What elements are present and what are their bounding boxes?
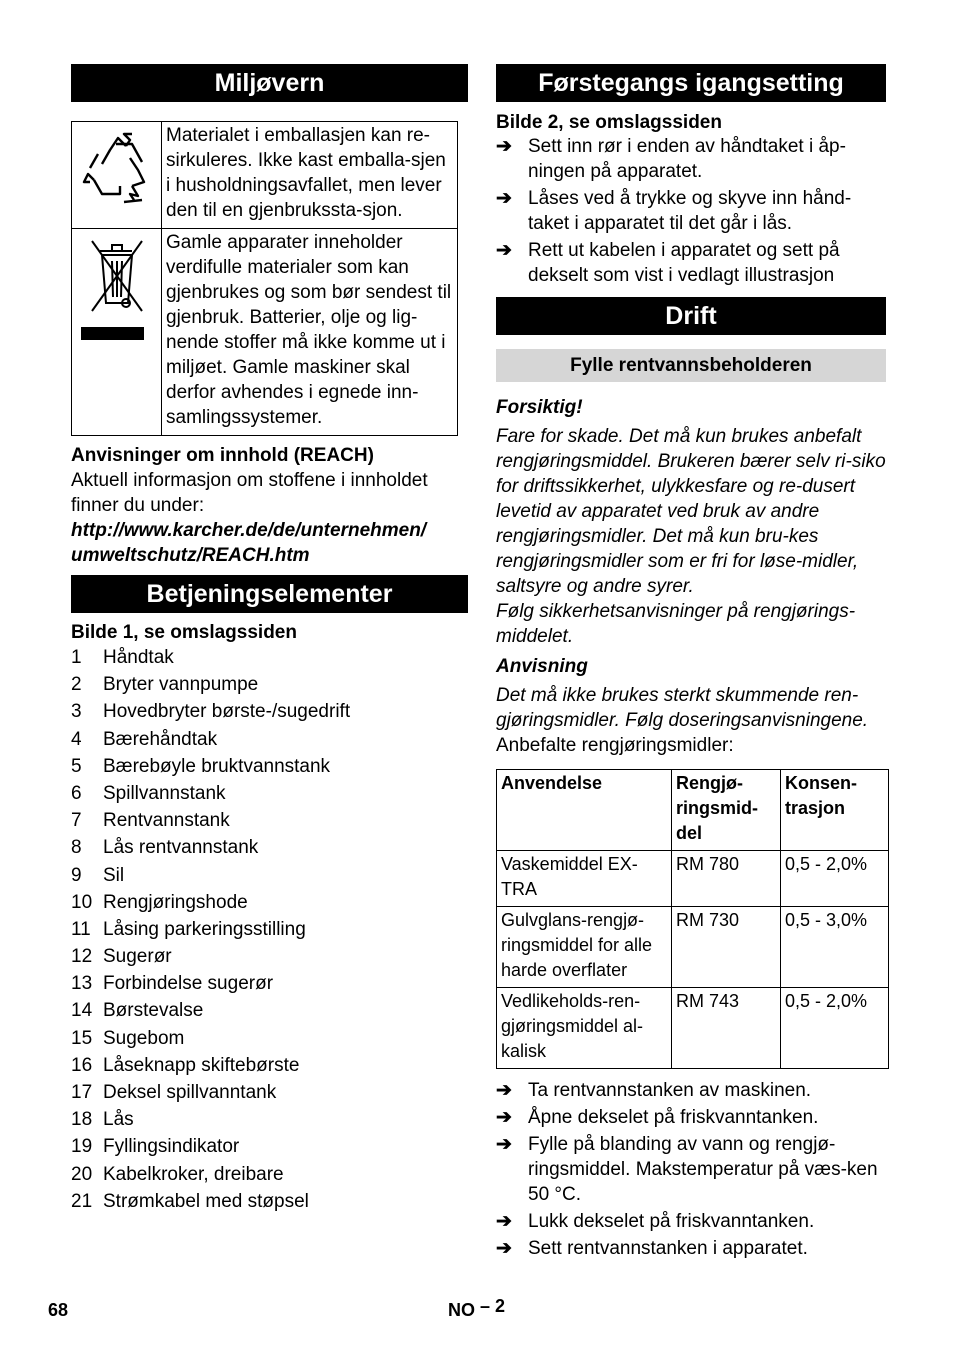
step-text: Lukk dekselet på friskvanntanken.: [528, 1211, 815, 1232]
list-item: [71, 698, 468, 725]
page-number: 68: [48, 1300, 69, 1320]
arrow-right-icon: ➔: [496, 1080, 512, 1101]
list-item-label: Låseknapp skiftebørste: [103, 1054, 300, 1076]
list-item: [71, 1161, 468, 1188]
arrow-right-icon: ➔: [496, 1107, 512, 1128]
list-item-label: Deksel spillvanntank: [103, 1082, 277, 1103]
table-header: Konsen-trasjon: [781, 770, 889, 851]
list-item: [71, 1025, 468, 1052]
caution-heading: Forsiktig!: [496, 397, 583, 418]
arrow-right-icon: ➔: [496, 1134, 512, 1155]
reach-heading: Anvisninger om innhold (REACH): [71, 445, 374, 466]
subsection-title-fill: Fylle rentvannsbeholderen: [496, 349, 886, 382]
caution-text-2: Følg sikkerhetsanvisninger på rengjørings-middelet.: [496, 601, 856, 647]
list-item-label: Bærebøyle bruktvannstank: [103, 755, 331, 777]
step-item: [496, 1132, 886, 1207]
list-item-number: 19: [71, 1136, 93, 1158]
list-item-number: 8: [71, 837, 82, 859]
footer-lang: [448, 1296, 506, 1321]
section-title-operation: Drift: [496, 297, 886, 335]
list-item-label: Lås: [103, 1109, 134, 1131]
table-cell: 0,5 - 3,0%: [781, 907, 889, 988]
list-item: [71, 970, 468, 997]
list-item-number: 13: [71, 973, 93, 995]
list-item-label: Rengjøringshode: [103, 891, 248, 913]
list-item-label: Børstevalse: [103, 1000, 204, 1022]
step-text: Sett inn rør i enden av håndtaket i åp-ningen på apparatet.: [528, 136, 846, 182]
section-title-environment: Miljøvern: [71, 64, 468, 102]
crossed-out-bin-icon: [72, 229, 161, 349]
section-title-controls: Betjeningselementer: [71, 575, 468, 613]
reach-link-line-1[interactable]: http://www.karcher.de/de/unternehmen/: [71, 520, 427, 541]
footer-section: – 2: [480, 1296, 506, 1316]
list-item-number: 20: [71, 1163, 93, 1185]
table-cell: Vedlikeholds-ren-gjøringsmiddel al-kalisk: [497, 988, 672, 1069]
table-row: [497, 988, 889, 1069]
list-item-number: 3: [71, 701, 82, 723]
list-item-label: Sugebom: [103, 1027, 185, 1049]
step-text: Rett ut kabelen i apparatet og sett på dekselt som vist i vedlagt illustrasjon: [528, 240, 840, 286]
reach-link-line-2[interactable]: umweltschutz/REACH.htm: [71, 545, 310, 566]
list-item-number: 5: [71, 755, 82, 777]
list-item-number: 15: [71, 1027, 93, 1049]
list-item: [71, 862, 468, 889]
step-text: Sett rentvannstanken i apparatet.: [528, 1238, 808, 1259]
list-item: [71, 780, 468, 807]
list-item-label: Rentvannstank: [103, 810, 230, 832]
recycle-icon: [72, 122, 161, 212]
arrow-right-icon: ➔: [496, 1238, 512, 1259]
step-item: [496, 1105, 886, 1130]
figure-ref-2: Bilde 2, se omslagssiden: [496, 112, 722, 133]
table-header-row: [497, 770, 889, 851]
list-item-number: 21: [71, 1190, 93, 1212]
list-item: [71, 889, 468, 916]
list-item: [71, 1133, 468, 1160]
step-item: [496, 238, 886, 288]
left-column: [71, 64, 468, 1215]
footer-lang-code: NO: [448, 1300, 475, 1320]
step-item: [496, 1078, 886, 1103]
operation-steps: [496, 1078, 886, 1261]
list-item: [71, 753, 468, 780]
list-item-label: Fyllingsindikator: [103, 1136, 240, 1158]
arrow-right-icon: ➔: [496, 240, 512, 261]
arrow-right-icon: ➔: [496, 1211, 512, 1232]
table-header: Rengjø-ringsmid-del: [672, 770, 781, 851]
table-cell: Gulvglans-rengjø-ringsmiddel for alle harde overflater: [497, 907, 672, 988]
list-item: [71, 671, 468, 698]
disposal-text: Gamle apparater inneholder verdifulle materialer som kan gjenbrukes og som bør sendest til gjenbruk. Batterier, olje og lig-nende stoffer må ikke komme ut i miljøet. Gamle maskiner skal derfor avhendes i egnede inn-samlingssystemer.: [162, 229, 458, 436]
table-row: [72, 229, 458, 436]
step-text: Fylle på blanding av vann og rengjø-ringsmiddel. Makstemperatur på væs-ken 50 °C.: [528, 1134, 878, 1205]
figure-ref-1: Bilde 1, se omslagssiden: [71, 622, 297, 643]
recycle-icon-cell: [72, 122, 162, 229]
table-cell: 0,5 - 2,0%: [781, 988, 889, 1069]
list-item-number: 6: [71, 782, 82, 804]
list-item-number: 2: [71, 674, 82, 696]
list-item-number: 4: [71, 728, 82, 750]
reach-link[interactable]: [71, 518, 468, 568]
list-item-label: Håndtak: [103, 647, 174, 668]
note-heading: Anvisning: [496, 656, 588, 677]
list-item-label: Forbindelse sugerør: [103, 973, 274, 995]
table-row: [72, 122, 458, 229]
list-item: [71, 1188, 468, 1215]
list-item-label: Sugerør: [103, 946, 172, 968]
list-item: [71, 997, 468, 1024]
recycle-text: Materialet i emballasjen kan re-sirkuleres. Ikke kast emballa-sjen i husholdningsavfallet, men lever den til en gjenbrukssta-sjon.: [162, 122, 458, 229]
detergent-table: [496, 769, 889, 1069]
note-text: Det må ikke brukes sterkt skummende ren-gjøringsmidler. Følg doseringsanvisningene.: [496, 685, 869, 731]
table-cell: RM 780: [672, 851, 781, 907]
list-item-label: Hovedbryter børste-/sugedrift: [103, 701, 351, 723]
step-text: Ta rentvannstanken av maskinen.: [528, 1080, 812, 1101]
table-cell: RM 730: [672, 907, 781, 988]
list-item: [71, 943, 468, 970]
list-item-label: Strømkabel med støpsel: [103, 1190, 309, 1212]
list-item: [71, 807, 468, 834]
list-item-label: Bærehåndtak: [103, 728, 218, 750]
parts-list: [71, 644, 468, 1215]
step-item: [496, 1209, 886, 1234]
table-cell: 0,5 - 2,0%: [781, 851, 889, 907]
list-item-number: 17: [71, 1082, 93, 1103]
step-text: Låses ved å trykke og skyve inn hånd-taket i apparatet til det går i lås.: [528, 188, 852, 234]
list-item-number: 14: [71, 1000, 93, 1022]
list-item: [71, 834, 468, 861]
startup-steps: [496, 134, 886, 288]
list-item-label: Kabelkroker, dreibare: [103, 1163, 284, 1185]
list-item-number: 9: [71, 864, 82, 886]
list-item-number: 12: [71, 946, 93, 968]
reach-text: Aktuell informasjon om stoffene i innholdet finner du under:: [71, 470, 428, 516]
list-item-label: Sil: [103, 864, 125, 886]
step-text: Åpne dekselet på friskvanntanken.: [528, 1107, 819, 1128]
table-header: Anvendelse: [497, 770, 672, 851]
list-item-label: Låsing parkeringsstilling: [103, 918, 306, 940]
step-item: [496, 1236, 886, 1261]
list-item-label: Lås rentvannstank: [103, 837, 259, 859]
list-item: [71, 644, 468, 671]
table-cell: RM 743: [672, 988, 781, 1069]
list-item-number: 16: [71, 1054, 93, 1076]
list-item: [71, 1052, 468, 1079]
environment-table: [71, 121, 458, 436]
list-item-number: 1: [71, 647, 82, 668]
table-row: [497, 907, 889, 988]
list-item-label: Bryter vannpumpe: [103, 674, 259, 696]
caution-text: Fare for skade. Det må kun brukes anbefalt rengjøringsmiddel. Brukeren bærer selv ri-siko for driftssikkerhet, ulykkesfare og re-dusert levetid av apparatet ved bruk av andre rengjøringsmidler. Det må kun bru-kes rengjøringsmidler som er fri for løse-midler, saltsyre og andre syrer.: [496, 426, 886, 597]
list-item-number: 7: [71, 810, 82, 832]
list-item-number: 18: [71, 1109, 93, 1131]
list-item-number: 11: [71, 918, 91, 940]
list-item: [71, 1106, 468, 1133]
table-cell: Vaskemiddel EX-TRA: [497, 851, 672, 907]
table-row: [497, 851, 889, 907]
step-item: [496, 186, 886, 236]
list-item: [71, 1079, 468, 1106]
step-item: [496, 134, 886, 184]
list-item-number: 10: [71, 891, 93, 913]
recommended-label: Anbefalte rengjøringsmidler:: [496, 735, 734, 756]
right-column: [496, 64, 886, 1261]
list-item-label: Spillvannstank: [103, 782, 226, 804]
list-item: [71, 916, 468, 943]
arrow-right-icon: ➔: [496, 136, 512, 157]
section-title-startup: Førstegangs igangsetting: [496, 64, 886, 102]
bin-icon-cell: [72, 229, 162, 436]
list-item: [71, 726, 468, 753]
arrow-right-icon: ➔: [496, 188, 512, 209]
